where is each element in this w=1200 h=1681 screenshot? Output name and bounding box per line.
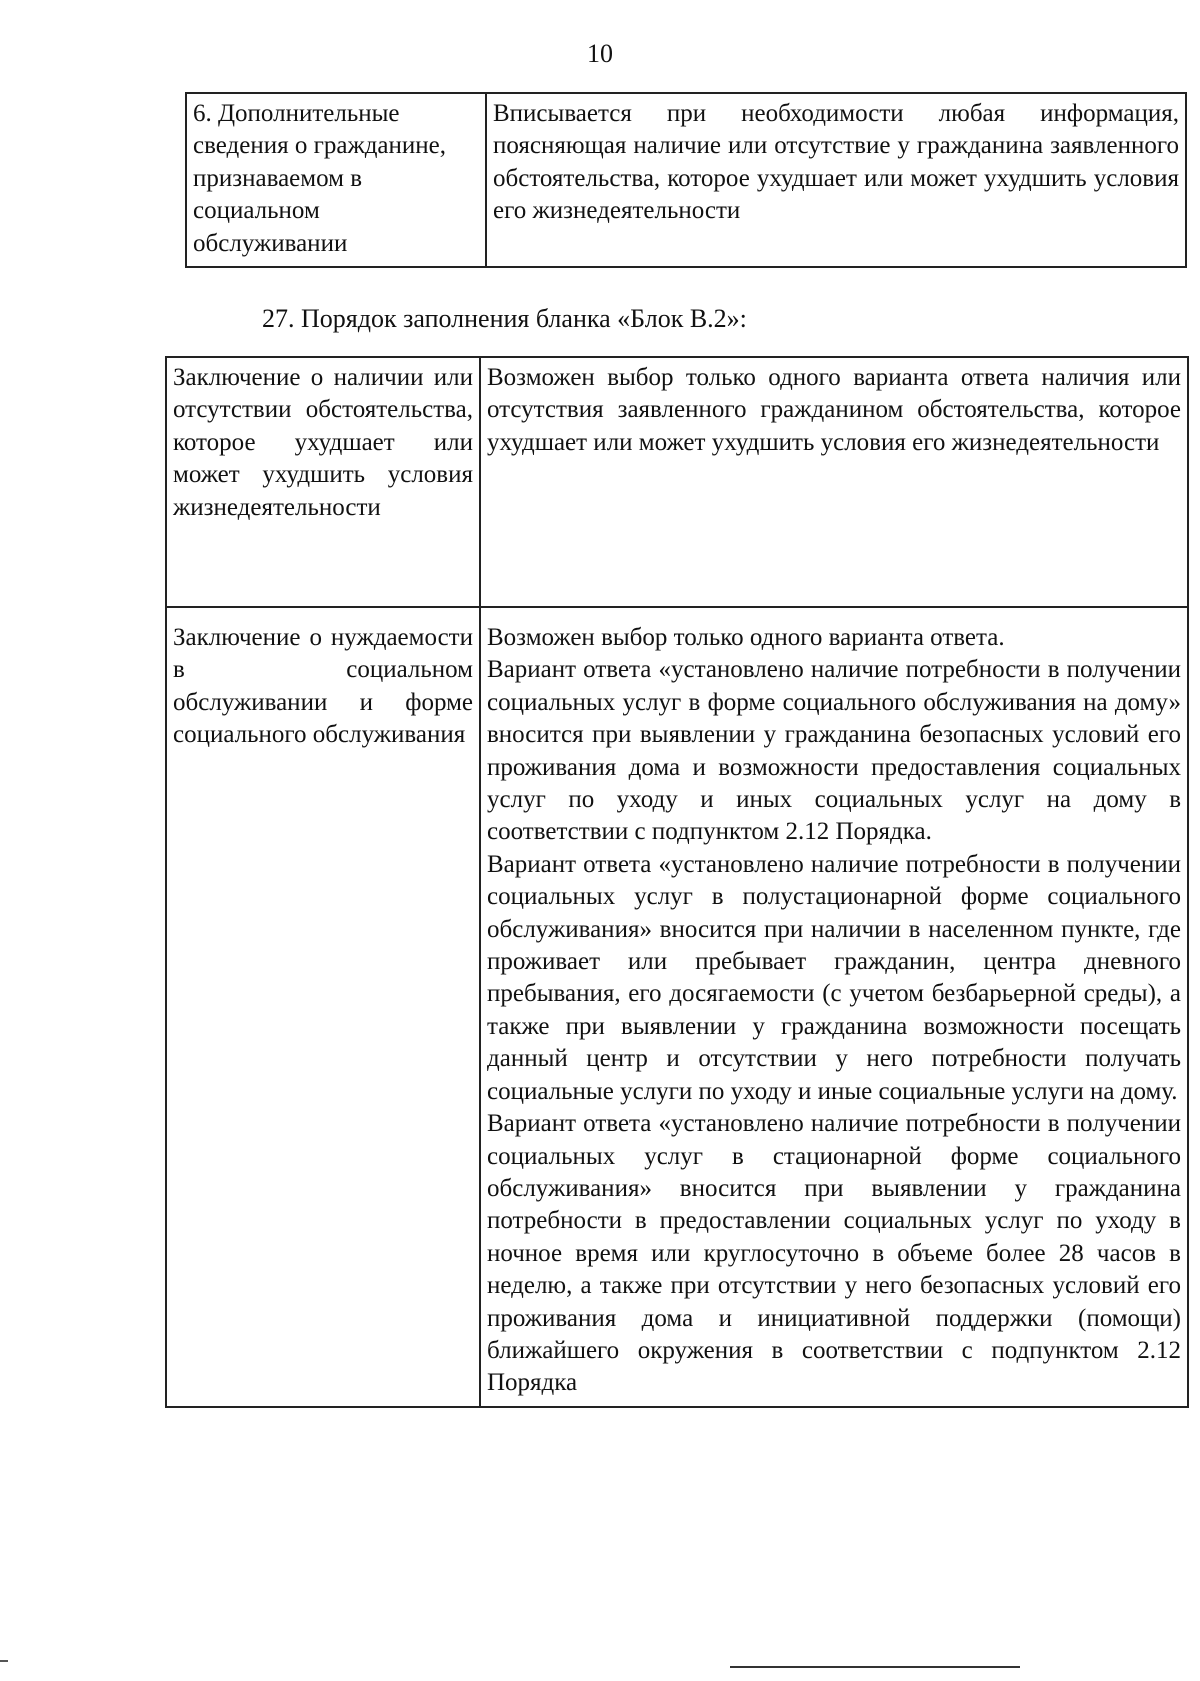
table-row (186, 93, 1186, 267)
paragraph: Возможен выбор только одного варианта ответа наличия или отсутствия заявленного гражданином обстоятельства, которое ухудшает или может ухудшить условия его жизнедеятельности (487, 364, 1181, 456)
footer-rule (730, 1666, 1020, 1668)
paragraph: Вариант ответа «установлено наличие потребности в получении социальных услуг в стационарной форме социального обслуживания» вносится при выявлении у гражданина потребности в предоставлении социальных услуг по уходу в ночное время или круглосуточно в объеме более 28 часов в неделю, а также при отсутствии у него безопасных условий его проживания дома и инициативной поддержки (помощи) ближайшего окружения в соответствии с подпунктом 2.12 Порядка (487, 1110, 1181, 1397)
row-label: Заключение о наличии или отсутствии обстоятельства, которое ухудшает или может ухудшить условия жизнедеятельности (166, 357, 480, 607)
table-row (166, 607, 1188, 1407)
section-heading: 27. Порядок заполнения бланка «Блок В.2»: (262, 304, 747, 333)
supplementary-info-table (185, 92, 1187, 268)
block-b2-table (165, 356, 1189, 1408)
paragraph: Вариант ответа «установлено наличие потребности в получении социальных услуг в полустационарной форме социального обслуживания» вносится при наличии в населенном пункте, где проживает или пребывает гражданин, центра дневного пребывания, его досягаемости (с учетом безбарьерной среды), а также при выявлении у гражданина возможности посещать данный центр и отсутствии у него потребности получать социальные услуги по уходу и иные социальные услуги на дому. (487, 850, 1181, 1105)
paragraph: Возможен выбор только одного варианта ответа. (487, 624, 1005, 651)
row-label: 6. Дополнительные сведения о гражданине, признаваемом в социальном обслуживании (186, 93, 486, 267)
paragraph: Вариант ответа «установлено наличие потребности в получении социальных услуг в форме социального обслуживания на дому» вносится при выявлении у гражданина безопасных условий его проживания дома и возможности предоставления социальных услуг по уходу и иных социальных услуг на дому в соответствии с подпунктом 2.12 Порядка. (487, 656, 1181, 846)
table-row (166, 357, 1188, 607)
margin-mark (0, 1660, 8, 1662)
row-description (480, 607, 1188, 1407)
page-number: 10 (587, 39, 613, 68)
row-description: Вписывается при необходимости любая информация, поясняющая наличие или отсутствие у гражданина заявленного обстоятельства, которое ухудшает или может ухудшить условия его жизнедеятельности (486, 93, 1186, 267)
row-label: Заключение о нуждаемости в социальном обслуживании и форме социального обслуживания (166, 607, 480, 1407)
row-description (480, 357, 1188, 607)
